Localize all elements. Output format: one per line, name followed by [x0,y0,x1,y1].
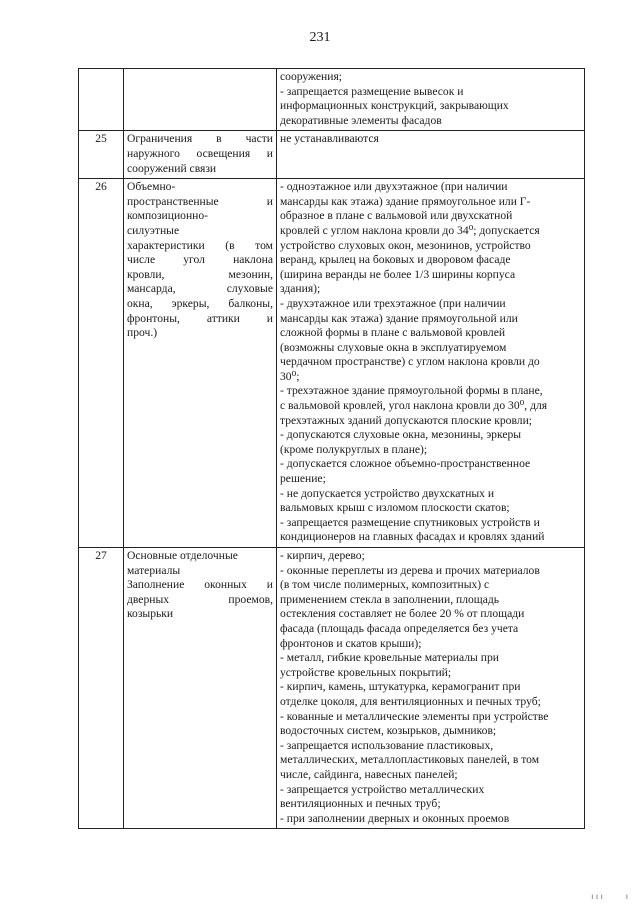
requirement-line: числе, сайдинга, навесных панелей; [280,767,458,781]
requirement-line: не устанавливаются [280,132,379,146]
requirement-line: (возможны слуховые окна в эксплуатируемом [280,340,507,354]
requirement-line: с вальмовой кровлей, угол наклона кровли до 30⁰, для [280,399,548,413]
requirement-line: мансарды как этажа) здание прямоугольной или [280,311,518,325]
parameter-name-line: пространственные и [127,194,273,208]
requirement-line: кондиционеров на главных фасадах и кровлях зданий [280,530,545,544]
requirement-line: трехэтажных зданий допускаются плоские кровли; [280,413,532,427]
requirement-line: - кирпич, камень, штукатурка, керамогранит при [280,680,521,694]
parameter-name-line: наружного освещения и [127,146,273,160]
parameter-name-line: кровли, мезонин, [127,267,273,281]
requirement-line: декоративные элементы фасадов [280,113,442,127]
requirement-line: вентиляционных и печных труб; [280,797,441,811]
row-number-cell [79,179,124,548]
requirement-line: (кроме полукруглых в плане); [280,442,428,456]
table-row [79,69,585,131]
requirement-line: - запрещается использование пластиковых, [280,738,494,752]
parameter-name-cell [124,179,277,548]
requirement-line: сложной формы в плане с вальмовой кровлей [280,326,506,340]
row-number-cell [79,548,124,829]
parameter-name-line: проч.) [127,326,158,340]
requirement-cell [277,69,585,131]
requirement-line: устройстве кровельных покрытий; [280,665,452,679]
parameter-name-line: материалы [127,563,181,577]
requirement-line: 30⁰; [280,369,300,383]
requirement-line: фронтонов и скатов крыши); [280,636,422,650]
parameter-name-cell [124,131,277,179]
requirement-line: - запрещается размещение вывесок и [280,84,464,98]
parameter-name-line: сооружений связи [127,161,217,175]
row-number: 25 [95,132,107,146]
requirement-line: - кирпич, дерево; [280,549,365,562]
parameter-name-line: Основные отделочные [127,549,238,562]
requirement-line: - трехэтажное здание прямоугольной формы в плане, [280,384,543,398]
requirement-line: - не допускается устройство двухскатных и [280,486,495,500]
requirement-line: чердачном пространстве) с углом наклона кровли до [280,355,540,369]
parameter-name-line: фронтоны, аттики и [127,311,273,325]
requirement-line: - одноэтажное или двухэтажное (при наличии [280,180,508,194]
requirement-line: кровлей с углом наклона кровли до 34⁰; допускается [280,223,540,237]
parameter-name-line: Ограничения в части [127,132,273,146]
parameter-name-line: Объемно- [127,180,176,194]
regulations-table [78,68,585,829]
page-number: 231 [309,30,331,45]
requirement-line: устройство слуховых окон, мезонинов, устройство [280,238,531,252]
scan-artifact: ı ı ı ı [591,892,628,901]
requirement-line: - металл, гибкие кровельные материалы при [280,651,499,665]
requirement-line: - допускается сложное объемно-пространственное [280,457,531,471]
requirement-line: вальмовых крыш с изломом плоскости скатов; [280,501,510,515]
table-row [79,179,585,548]
requirement-line: веранд, крылец на боковых и дворовом фасаде [280,253,511,267]
requirement-line: - запрещается устройство металлических [280,782,485,796]
requirement-line: применением стекла в заполнении, площадь [280,592,500,606]
parameter-name-line: силуэтные [127,223,180,237]
parameter-name-line: окна, эркеры, балконы, [127,296,273,310]
requirement-line: сооружения; [280,70,342,83]
parameter-name-line: Заполнение оконных и [127,578,273,592]
row-number-cell [79,69,124,131]
requirement-line: - двухэтажное или трехэтажное (при наличии [280,296,506,310]
requirement-line: информационных конструкций, закрывающих [280,99,509,113]
parameter-name-line: характеристики (в том [127,238,273,252]
requirement-line: - при заполнении дверных и оконных проемов [280,811,510,825]
requirement-line: (в том числе полимерных, композитных) с [280,578,490,592]
requirement-line: решение; [280,472,326,486]
requirement-line: водосточных систем, козырьков, дымников; [280,724,497,738]
row-number: 26 [95,180,107,194]
requirement-line: - допускаются слуховые окна, мезонины, эркеры [280,428,522,442]
parameter-name-line: козырьки [127,607,174,621]
requirement-line: - кованные и металлические элементы при устройстве [280,709,549,723]
requirement-cell [277,131,585,179]
requirement-line: - запрещается размещение спутниковых устройств и [280,515,540,529]
row-number-cell [79,131,124,179]
parameter-name-line: мансарда, слуховые [127,282,273,296]
requirement-cell [277,179,585,548]
parameter-name-cell [124,548,277,829]
requirement-line: отделке цоколя, для вентиляционных и печных труб; [280,694,541,708]
parameter-name-cell [124,69,277,131]
requirement-line: здания); [280,282,321,296]
parameter-name-line: числе угол наклона [127,253,273,267]
requirement-line: фасада (площадь фасада определяется без учета [280,621,519,635]
parameter-name-line: композиционно- [127,209,209,223]
requirement-line: - оконные переплеты из дерева и прочих материалов [280,563,540,577]
parameter-name-line: дверных проемов, [127,592,273,606]
row-number: 27 [95,549,107,562]
table-row [79,548,585,829]
requirement-line: металлических, металлопластиковых панелей, в том [280,753,540,767]
requirement-line: мансарды как этажа) здание прямоугольное или Г- [280,194,531,208]
requirement-line: (ширина веранды не более 1/3 ширины корпуса [280,267,516,281]
table-row [79,131,585,179]
requirement-line: образное в плане с вальмовой или двухскатной [280,209,513,223]
requirement-line: остекления составляет не более 20 % от площади [280,607,525,621]
requirement-cell [277,548,585,829]
